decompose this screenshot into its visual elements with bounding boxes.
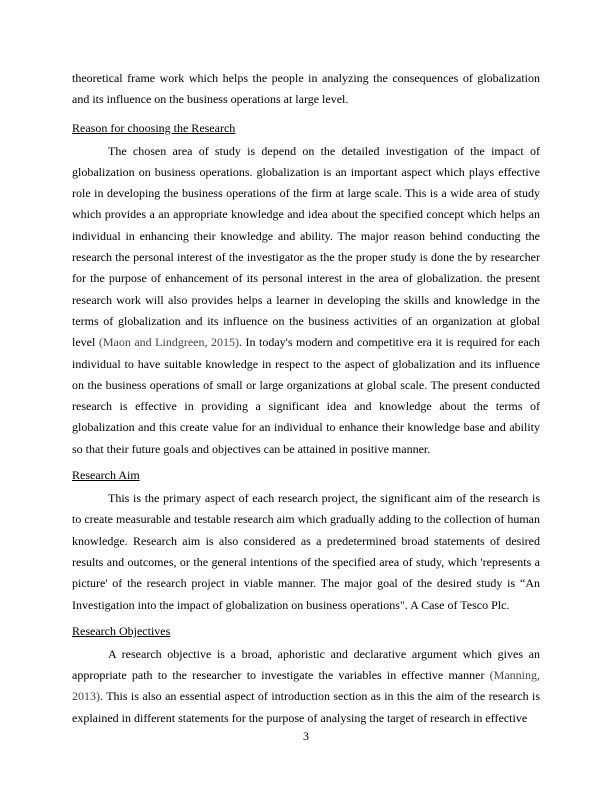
aim-paragraph: This is the primary aspect of each research project, the significant aim of the research is to create measurable and testable research aim which gradually adding to the collection of human knowledge. Research aim is also considered as a predetermined broad statements of desired results and outcomes, or the general intentions of the specified area of study, which 'represents a picture' of the research project in viable manner. The major goal of the desired study is “An Investigation into the impact of globalization on business operations". A Case of Tesco Plc. (72, 491, 540, 612)
page-number: 3 (303, 729, 309, 743)
reason-heading: Reason for choosing the Research (72, 120, 236, 135)
intro-paragraph: theoretical frame work which helps the people in analyzing the consequences of globalization and its influence on the business operations at large level. (72, 71, 540, 107)
reason-paragraph (72, 141, 540, 460)
reason-citation: (Maon and Lindgreen, 2015) (98, 335, 239, 350)
reason-text-part2: . In today's modern and competitive era it is required for each individual to have suitable knowledge in respect to the aspect of globalization and its influence on the business operations of small or large organizations at global scale. The present conducted research is effective in providing a significant idea and knowledge about the terms of globalization and this create value for an individual to enhance their knowledge base and ability so that their future goals and objectives can be attained in positive manner. (72, 335, 540, 456)
document-body (72, 68, 540, 729)
reason-text-part1: The chosen area of study is depend on the detailed investigation of the impact of globalization on business operations. globalization is an important aspect which plays effective role in developing the business operations of the firm at large scale. This is a wide area of study which provides a an appropriate knowledge and idea about the specified concept which helps an individual in enhancing their knowledge and ability. The major reason behind conducting the research the personal interest of the investigator as the the proper study is done the by researcher for the purpose of enhancement of its personal interest in the area of globalization. the present research work will also provides helps a learner in developing the skills and knowledge in the terms of globalization and its influence on the business activities of an organization at global level (72, 143, 540, 350)
objectives-paragraph (72, 644, 540, 729)
objectives-text-part1: A research objective is a broad, aphoristic and declarative argument which gives an appropriate path to the researcher to investigate the variables in effective manner (72, 646, 540, 683)
aim-heading: Research Aim (72, 468, 140, 483)
objectives-heading: Research Objectives (72, 623, 171, 638)
objectives-citation: (Manning, 2013) (72, 668, 540, 704)
objectives-text-part2: . This is also an essential aspect of introduction section as in this the aim of the research is explained in different statements for the purpose of analysing the target of research in effective (72, 689, 540, 725)
